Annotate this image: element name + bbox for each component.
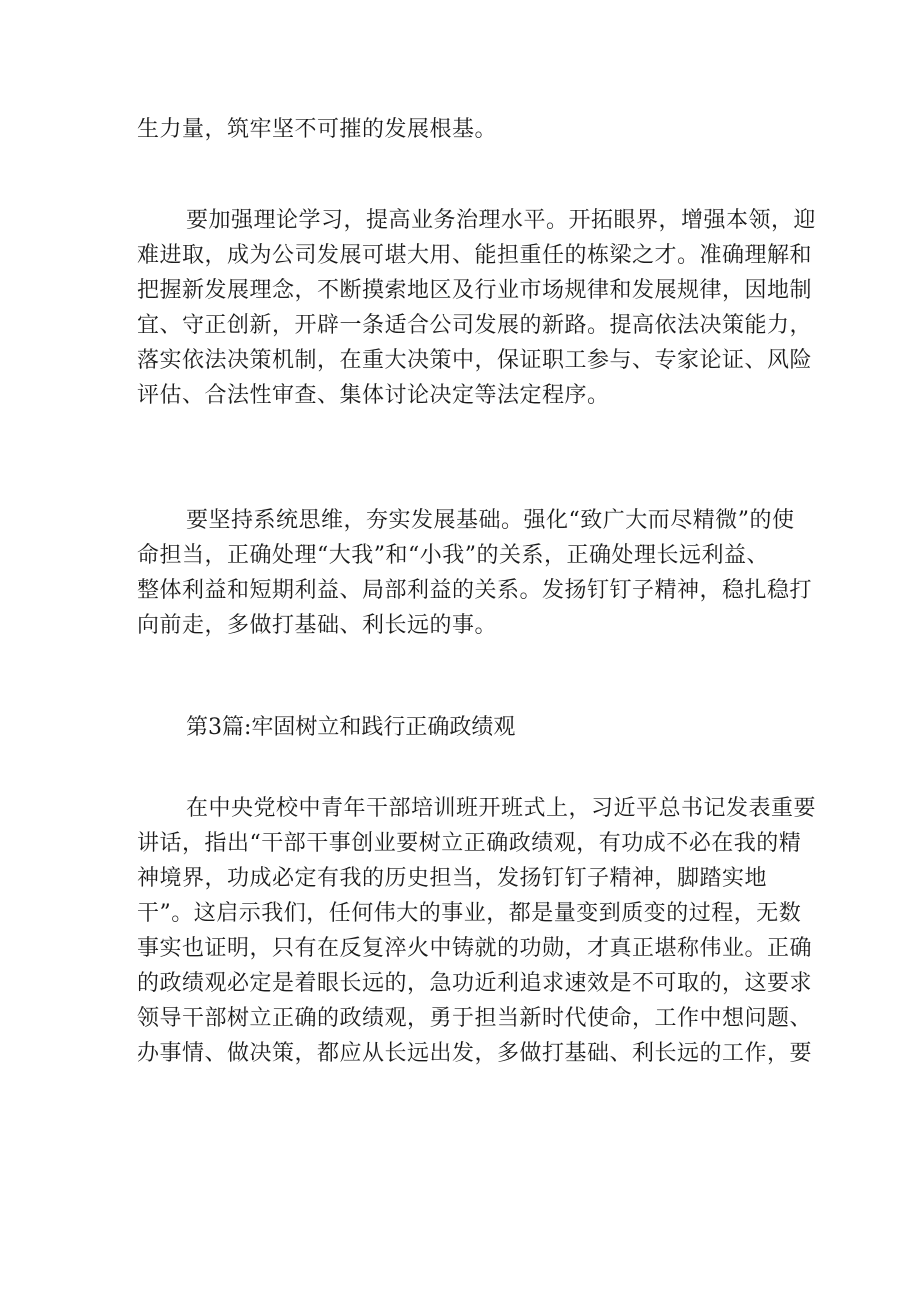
text-line: 命担当，正确处理“大我”和“小我”的关系，正确处理长远利益、: [137, 543, 769, 568]
text-line: 要加强理论学习，提高业务治理水平。开拓眼界，增强本领，迎: [186, 208, 817, 233]
text-line: 向前走，多做打基础、利长远的事。: [137, 613, 498, 638]
text-line: 把握新发展理念，不断摸索地区及行业市场规律和发展规律，因地制: [137, 278, 813, 303]
text-line: 落实依法决策机制，在重大决策中，保证职工参与、专家论证、风险: [137, 348, 813, 373]
paragraph-systems-thinking: [137, 503, 813, 643]
text-line: 神境界，功成必定有我的历史担当，发扬钉钉子精神，脚踏实地: [137, 866, 768, 891]
text-line: 在中央党校中青年干部培训班开班式上，习近平总书记发表重要: [186, 796, 817, 821]
text-line: 干”。这启示我们，任何伟大的事业，都是量变到质变的过程，无数: [137, 901, 802, 926]
text-line: 宜、守正创新，开辟一条适合公司发展的新路。提高依法决策能力，: [137, 313, 813, 338]
text-line: 难进取，成为公司发展可堪大用、能担重任的栋梁之才。准确理解和: [137, 243, 813, 268]
text-line: 整体利益和短期利益、局部利益的关系。发扬钉钉子精神，稳扎稳打: [137, 578, 813, 603]
paragraph-continuation: [137, 112, 797, 147]
text-line: 讲话，指出“干部干事创业要树立正确政绩观，有功成不必在我的精: [137, 831, 802, 856]
text-line: 生力量，筑牢坚不可摧的发展根基。: [137, 117, 498, 142]
text-line: 要坚持系统思维，夯实发展基础。强化“致广大而尽精微”的使: [186, 508, 795, 533]
section-heading: 第3篇:牢固树立和践行正确政绩观: [186, 715, 516, 740]
text-line: 的政绩观必定是着眼长远的，急功近利追求速效是不可取的，这要求: [137, 971, 813, 996]
text-line: 事实也证明，只有在反复淬火中铸就的功勋，才真正堪称伟业。正确: [137, 936, 813, 961]
text-line: 评估、合法性审查、集体讨论决定等法定程序。: [137, 383, 610, 408]
text-line: 领导干部树立正确的政绩观，勇于担当新时代使命，工作中想问题、: [137, 1006, 813, 1031]
paragraph-performance-view: [137, 791, 817, 1071]
paragraph-theory-study: [137, 203, 817, 413]
text-line: 办事情、做决策，都应从长远出发，多做打基础、利长远的工作，要: [137, 1041, 813, 1066]
